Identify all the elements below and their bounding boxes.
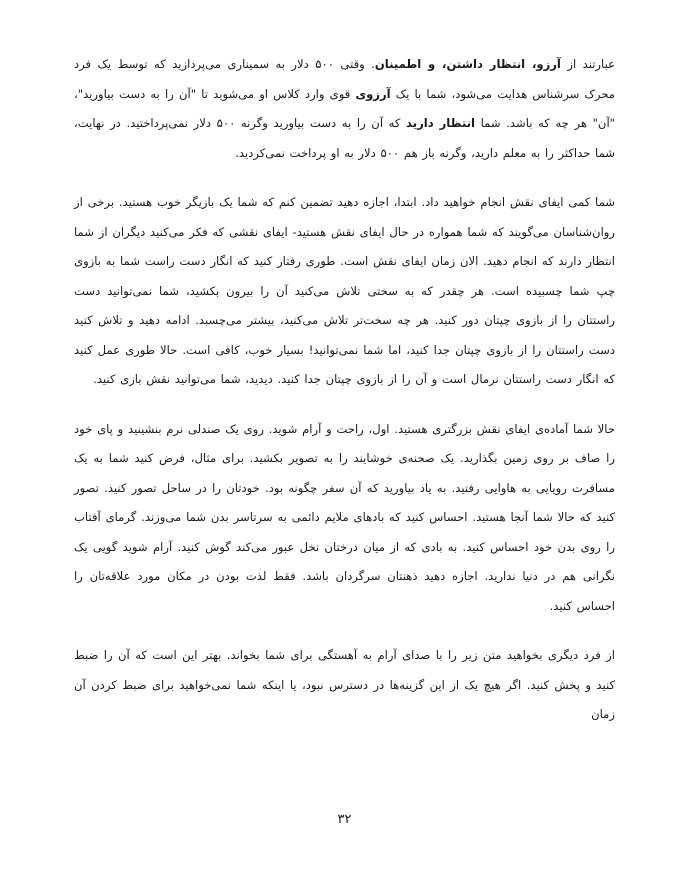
text-run: شما کمی ایفای نقش انجام خواهید داد. ابتدا، اجازه دهید تضمین کنم که شما یک بازیگر خوب هستید. برخی از روان‌شناسان می‌گویند که شما همواره در حال ایفای نقش هستید- ایفای نقشی که فکر می‌کنید دیگران از شما انتظار دارند که انجام دهید. الان زمان ایفای نقش است. طوری رفتار کنید که انگار دست راست شما به بازوی چپ شما چسبیده است. هر چقدر که به سختی تلاش می‌کنید آن را بیرون بکشید، شما نمی‌توانید دست راستتان را از بازوی چپتان دور کنید. هر چه سخت‌تر تلاش می‌کنید، بیشتر می‌چسبد. ادامه دهید و تلاش کنید دست راستتان را از بازوی چپتان جدا کنید، اما شما نمی‌توانید! بسیار خوب، کافی است. حالا طوری عمل کنید که انگار دست راستتان نرمال است و آن را از بازوی چپتان جدا کنید. دیدید، شما می‌توانید نقش بازی کنید. — [74, 195, 615, 386]
text-run: . وقتی ۵۰۰ دلار به سمیناری می‌پردازید که توسط یک فرد محرک سرشناس هدایت می‌شود، شما با یک — [74, 57, 616, 101]
page-number: ۳۲ — [337, 812, 352, 827]
bold-phrase: آرزوی — [355, 86, 391, 101]
text-run: قوی وارد کلاس او می‌شوید تا "آن را به دست بیاورید"، "آن" هر چه که باشد. شما — [74, 86, 615, 130]
text-run: که آن را به دست بیاورید وگرنه ۵۰۰ دلار نمی‌پرداختید. در نهایت، شما حداکثر را به معلم دارید، وگرنه باز هم ۵۰۰ دلار به او پرداخت نمی‌کردید. — [74, 116, 615, 160]
text-run: حالا شما آماده‌ی ایفای نقش بزرگتری هستید. اول، راحت و آرام شوید. روی یک صندلی نرم بنشینید و پای خود را صاف بر روی زمین بگذارید. یک صحنه‌ی خوشایند را به تصویر بکشید. برای مثال، فرض کنید شما به یک مسافرت رویایی به هاوایی رفتید. به یاد بیاورید که آن سفر چگونه بود. خودتان را در ساحل تصور کنید. تصور کنید که حالا شما آنجا هستید. احساس کنید که بادهای ملایم دائمی به سرتاسر بدن شما می‌وزند. گرمای آفتاب را روی بدن خود احساس کنید. به بادی که از میان درختان نخل عبور می‌کند گوش کنید. آرام شوید گویی یک نگرانی هم در دنیا ندارید. اجازه دهید ذهنتان سرگردان باشد. فقط لذت بودن در مکان مورد علاقه‌تان را احساس کنید. — [74, 421, 615, 613]
paragraph-1 — [74, 50, 615, 168]
document-body — [74, 50, 615, 730]
paragraph-4 — [74, 641, 615, 730]
paragraph-3 — [74, 415, 615, 622]
text-run: از فرد دیگری بخواهید متن زیر را با صدای آرام به آهستگی برای شما بخواند. بهتر این است که آن را ضبط کنید و پخش کنید. اگر هیچ یک از این گزینه‌ها در دسترس نبود، یا اینکه شما نمی‌خواهید برای ضبط کردن آن زمان — [74, 648, 615, 721]
text-run: عبارتند از — [560, 57, 615, 71]
bold-phrase: انتظار دارید — [406, 116, 476, 130]
paragraph-2 — [74, 188, 615, 395]
bold-phrase: آرزو، انتظار داشتن، و اطمینان — [374, 57, 561, 71]
